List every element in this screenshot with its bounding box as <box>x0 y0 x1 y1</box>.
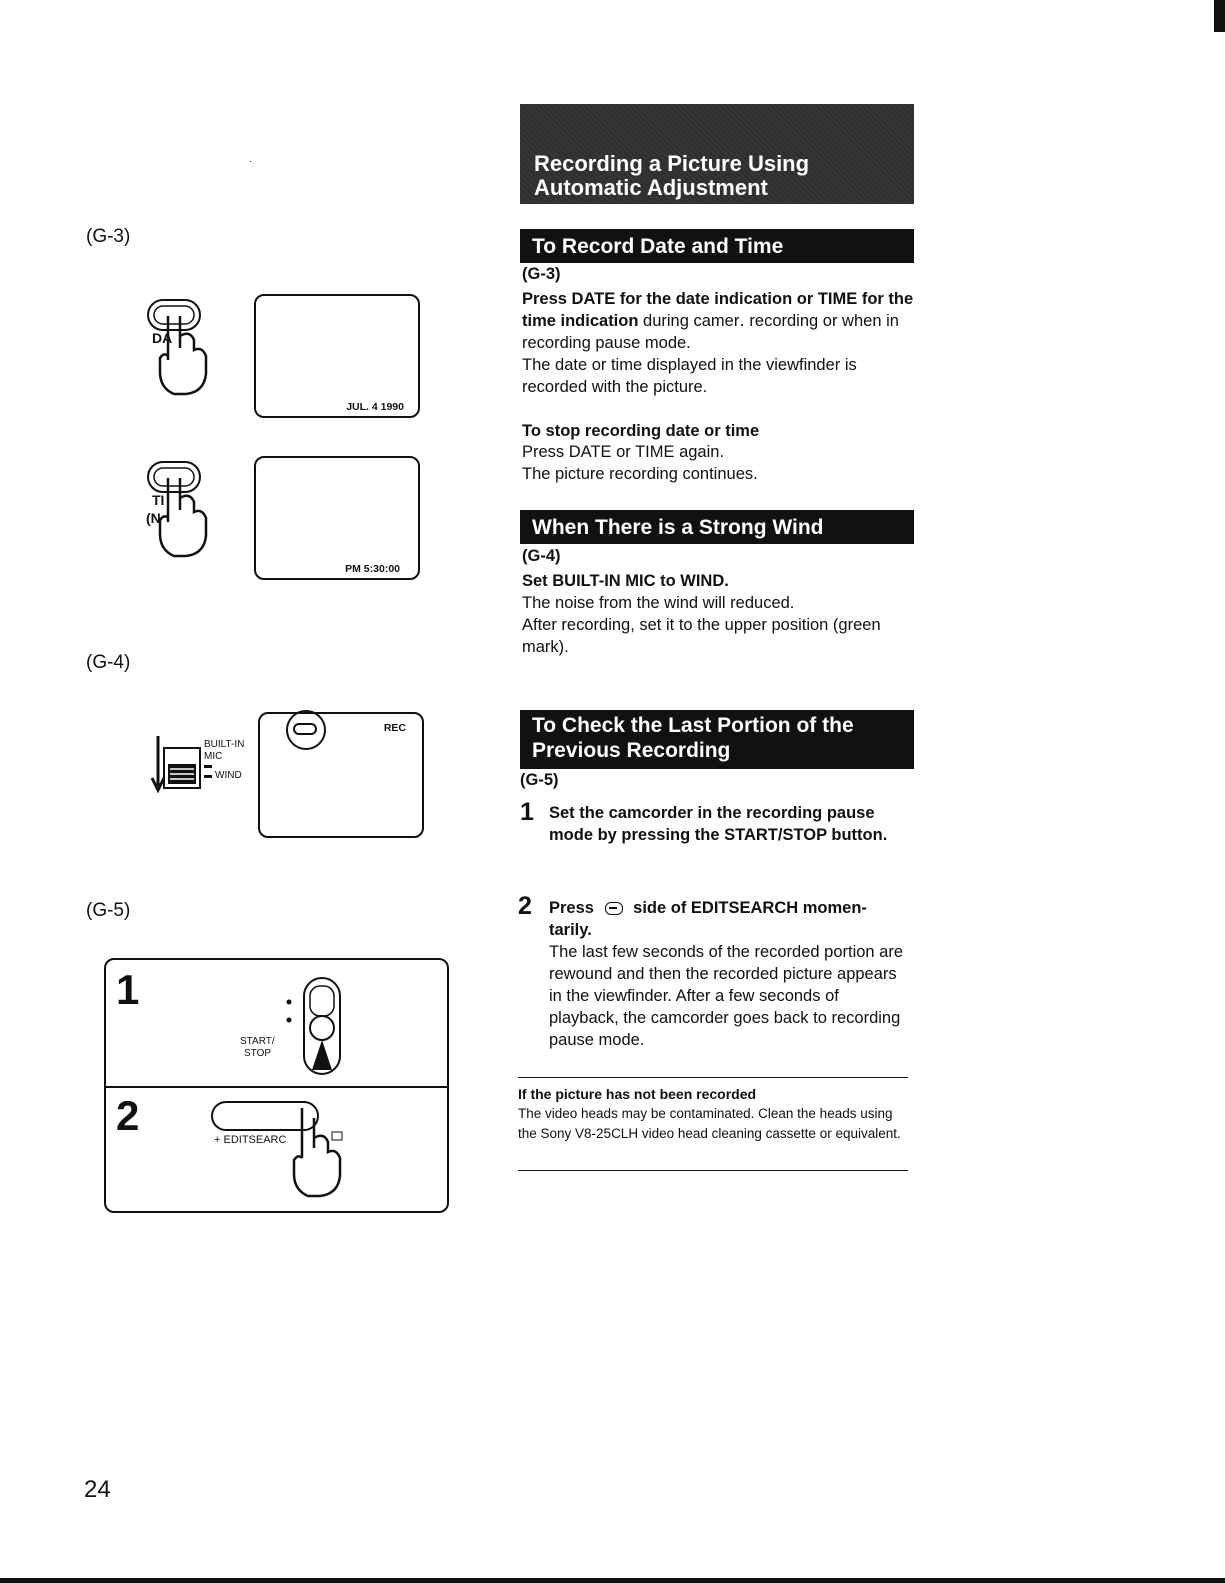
editsearch-figure-box <box>104 958 449 1213</box>
start-stop-button-illustration <box>286 976 346 1076</box>
section2-instruction: Set BUILT-IN MIC to WIND. <box>522 572 729 590</box>
main-title-banner <box>520 104 914 204</box>
note-rule-bottom <box>518 1170 908 1171</box>
note-text: The video heads may be contaminated. Clean the heads using the Sony V8-25CLH video head cleaning cassette or equivalent. <box>518 1106 901 1141</box>
rewind-search-icon <box>605 902 623 915</box>
section2-text-2: After recording, set it to the upper position (green mark). <box>522 616 881 656</box>
step-1-text: Set the camcorder in the recording pause mode by pressing the START/STOP button. <box>549 804 888 844</box>
viewfinder-screen-date <box>254 294 420 418</box>
date-button-illustration <box>146 298 218 398</box>
figure-label-g5: (G-5) <box>86 900 131 921</box>
screen-time-text: PM 5:30:00 <box>345 563 400 575</box>
section2-ref: (G-4) <box>522 547 561 565</box>
viewfinder-screen-time <box>254 456 420 580</box>
section-heading-strong-wind: When There is a Strong Wind <box>520 510 914 544</box>
rec-indicator: REC <box>383 722 406 734</box>
section1-description: The date or time displayed in the viewfinder is recorded with the picture. <box>522 356 857 396</box>
wind-indicator-icon <box>286 710 326 750</box>
time-button-label: TI <box>152 492 165 508</box>
editsearch-hand-icon <box>210 1098 350 1198</box>
section-heading-check-last-portion <box>520 710 914 769</box>
screen-date-text: JUL. 4 1990 <box>346 401 404 413</box>
main-title-line-2: Automatic Adjustment <box>534 175 768 200</box>
section1-subtext-2: The picture recording continues. <box>522 465 758 483</box>
section-heading-record-date-time: To Record Date and Time <box>520 229 914 263</box>
section1-subtext-1: Press DATE or TIME again. <box>522 443 725 461</box>
step-2-bold-a: Press <box>549 899 594 917</box>
editsearch-button-illustration <box>210 1098 350 1198</box>
step-2-bold-b: side of EDITSEARCH momen-tarily. <box>549 899 867 939</box>
note-rule-top <box>518 1077 908 1078</box>
page-bottom-edge <box>0 1578 1225 1583</box>
step-1-number: 1 <box>520 798 534 826</box>
step-2-instruction <box>549 897 899 941</box>
mic-switch-icon <box>144 734 204 794</box>
note-title: If the picture has not been recorded <box>518 1086 757 1102</box>
figure-step-2-number: 2 <box>116 1092 140 1139</box>
section3-title-line-2: Previous Recording <box>532 739 731 762</box>
page-number: 24 <box>84 1476 111 1503</box>
start-stop-label-1: START/ <box>240 1036 275 1047</box>
section3-ref: (G-5) <box>520 771 559 789</box>
time-button-label-2: (N <box>146 510 161 526</box>
start-stop-label-2: STOP <box>244 1048 272 1059</box>
section1-ref: (G-3) <box>522 265 561 283</box>
date-button-label: DA <box>152 330 173 346</box>
mic-dash-marker <box>204 765 212 768</box>
start-stop-icon <box>286 976 346 1076</box>
step-2-text: The last few seconds of the recorded portion are rewound and then the recorded picture appears in the viewfinder. After a few seconds of playback, the camcorder goes back to recording pause mode. <box>549 943 904 1049</box>
mic-label: MIC <box>204 751 223 762</box>
wind-dash-marker <box>204 775 212 778</box>
step-2-number: 2 <box>518 892 532 920</box>
editsearch-label: + EDITSEARC <box>214 1134 287 1146</box>
figure-label-g4: (G-4) <box>86 652 131 673</box>
viewfinder-screen-rec <box>258 712 424 838</box>
main-title-line-1: Recording a Picture Using <box>534 151 810 176</box>
section3-title-line-1: To Check the Last Portion of the <box>532 714 854 737</box>
section1-instruction <box>522 288 916 354</box>
wind-label: WIND <box>215 770 242 781</box>
figure-step-1-number: 1 <box>116 966 140 1013</box>
section1-instruction-text: during camer․ recording or when in recording pause mode. <box>522 312 899 352</box>
builtin-mic-switch-illustration <box>144 734 204 794</box>
hand-press-icon <box>146 298 218 398</box>
section2-text-1: The noise from the wind will reduced. <box>522 594 795 612</box>
builtin-label: BUILT-IN <box>204 739 245 750</box>
figure-divider <box>106 1086 447 1088</box>
corner-tab-mark <box>1214 0 1225 32</box>
section1-instruction-bold: Press DATE for the date indication or TIME for the time indication <box>522 290 914 330</box>
stray-mark: ․ <box>249 154 253 165</box>
figure-label-g3: (G-3) <box>86 226 131 247</box>
section1-subheading: To stop recording date or time <box>522 422 760 440</box>
